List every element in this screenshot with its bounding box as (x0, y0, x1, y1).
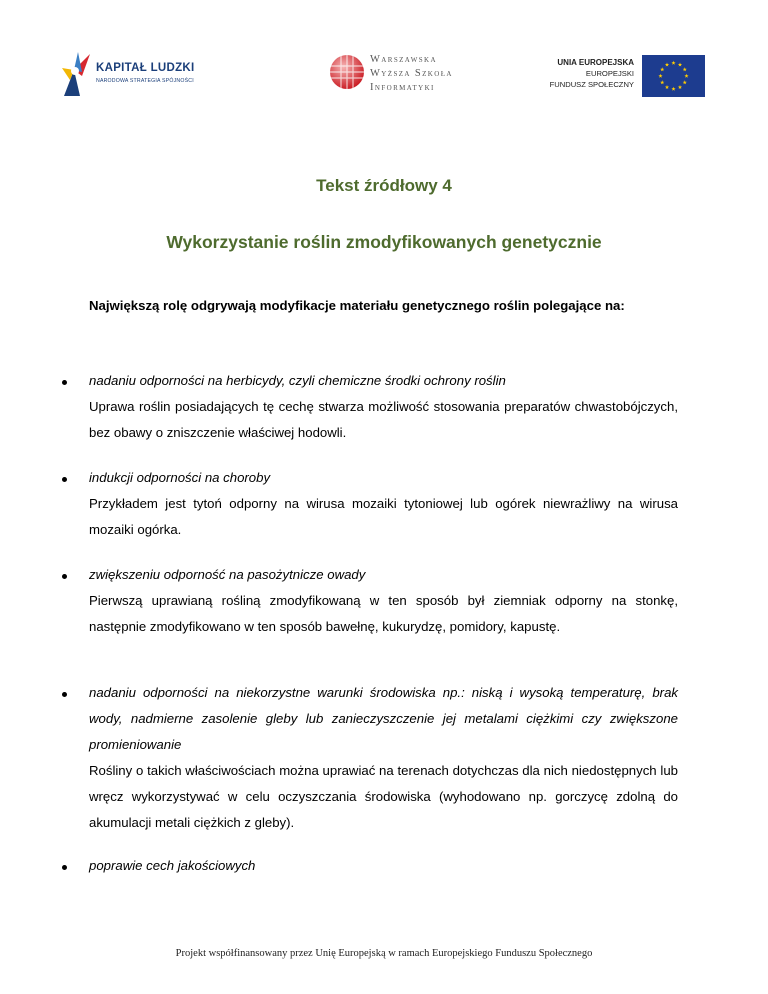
eu-line-2: EUROPEJSKI (585, 69, 634, 78)
wwsi-line-1: Warszawska (370, 54, 437, 65)
kapital-ludzki-title: KAPITAŁ LUDZKI (96, 62, 195, 74)
kapital-ludzki-star-icon (60, 50, 94, 96)
wwsi-line-3: Informatyki (370, 82, 435, 93)
bullet-heading: zwiększeniu odporność na pasożytnicze owady (89, 567, 366, 582)
eu-text (550, 57, 634, 90)
eu-line-3: FUNDUSZ SPOŁECZNY (549, 80, 634, 89)
wwsi-sphere-icon (328, 52, 366, 92)
bullet-dot (62, 574, 67, 579)
document-title: Tekst źródłowy 4 (316, 176, 452, 195)
header-logos (0, 0, 768, 120)
bullet-body: Uprawa roślin posiadających tę cechę stwarza możliwość stosowania preparatów chwastobójczych, bez obawy o zniszczenie właściwej hodowli. (89, 399, 678, 440)
kapital-ludzki-logo (60, 50, 210, 100)
bullet-body: Przykładem jest tytoń odporny na wirusa mozaiki tytoniowej lub ogórek niewrażliwy na wirusa mozaiki ogórka. (89, 496, 678, 537)
bullet-dot (62, 477, 67, 482)
bullet-dot (62, 865, 67, 870)
wwsi-logo (328, 50, 468, 96)
bullet-heading: indukcji odporności na choroby (89, 470, 271, 485)
bullet-body: Pierwszą uprawianą rośliną zmodyfikowaną w ten sposób był ziemniak odporny na stonkę, następnie zmodyfikowano w ten sposób bawełnę, kukurydzę, pomidory, kapustę. (89, 593, 678, 634)
bullet-heading: nadaniu odporności na herbicydy, czyli chemiczne środki ochrony roślin (89, 373, 506, 388)
eu-logo (530, 55, 710, 97)
document-subtitle: Wykorzystanie roślin zmodyfikowanych genetycznie (166, 232, 602, 252)
eu-line-1: UNIA EUROPEJSKA (557, 58, 634, 67)
intro-paragraph: Największą rolę odgrywają modyfikacje materiału genetycznego roślin polegające na: (89, 298, 625, 313)
wwsi-name (370, 53, 453, 95)
eu-flag-icon (642, 55, 705, 97)
page-footer: Projekt współfinansowany przez Unię Europejską w ramach Europejskiego Funduszu Społecznego (175, 948, 593, 959)
bullet-heading: poprawie cech jakościowych (89, 858, 256, 873)
bullet-heading: nadaniu odporności na niekorzystne warunki środowiska np.: niską i wysoką temperaturę, brak wody, nadmierne zasolenie gleby lub zanieczyszczenie jej metalami ciężkimi czy zwiększone promieniowanie (89, 685, 678, 752)
wwsi-line-2: Wyższa Szkoła (370, 68, 453, 79)
bullet-dot (62, 692, 67, 697)
bullet-dot (62, 380, 67, 385)
kapital-ludzki-subtitle: NARODOWA STRATEGIA SPÓJNOŚCI (96, 78, 194, 84)
bullet-body: Rośliny o takich właściwościach można uprawiać na terenach dotychczas dla nich niedostępnych lub wręcz wykorzystywać w celu oczyszczania środowiska (wyhodowano np. gorczycę zdolną do akumulacji metali ciężkich z gleby). (89, 763, 678, 830)
